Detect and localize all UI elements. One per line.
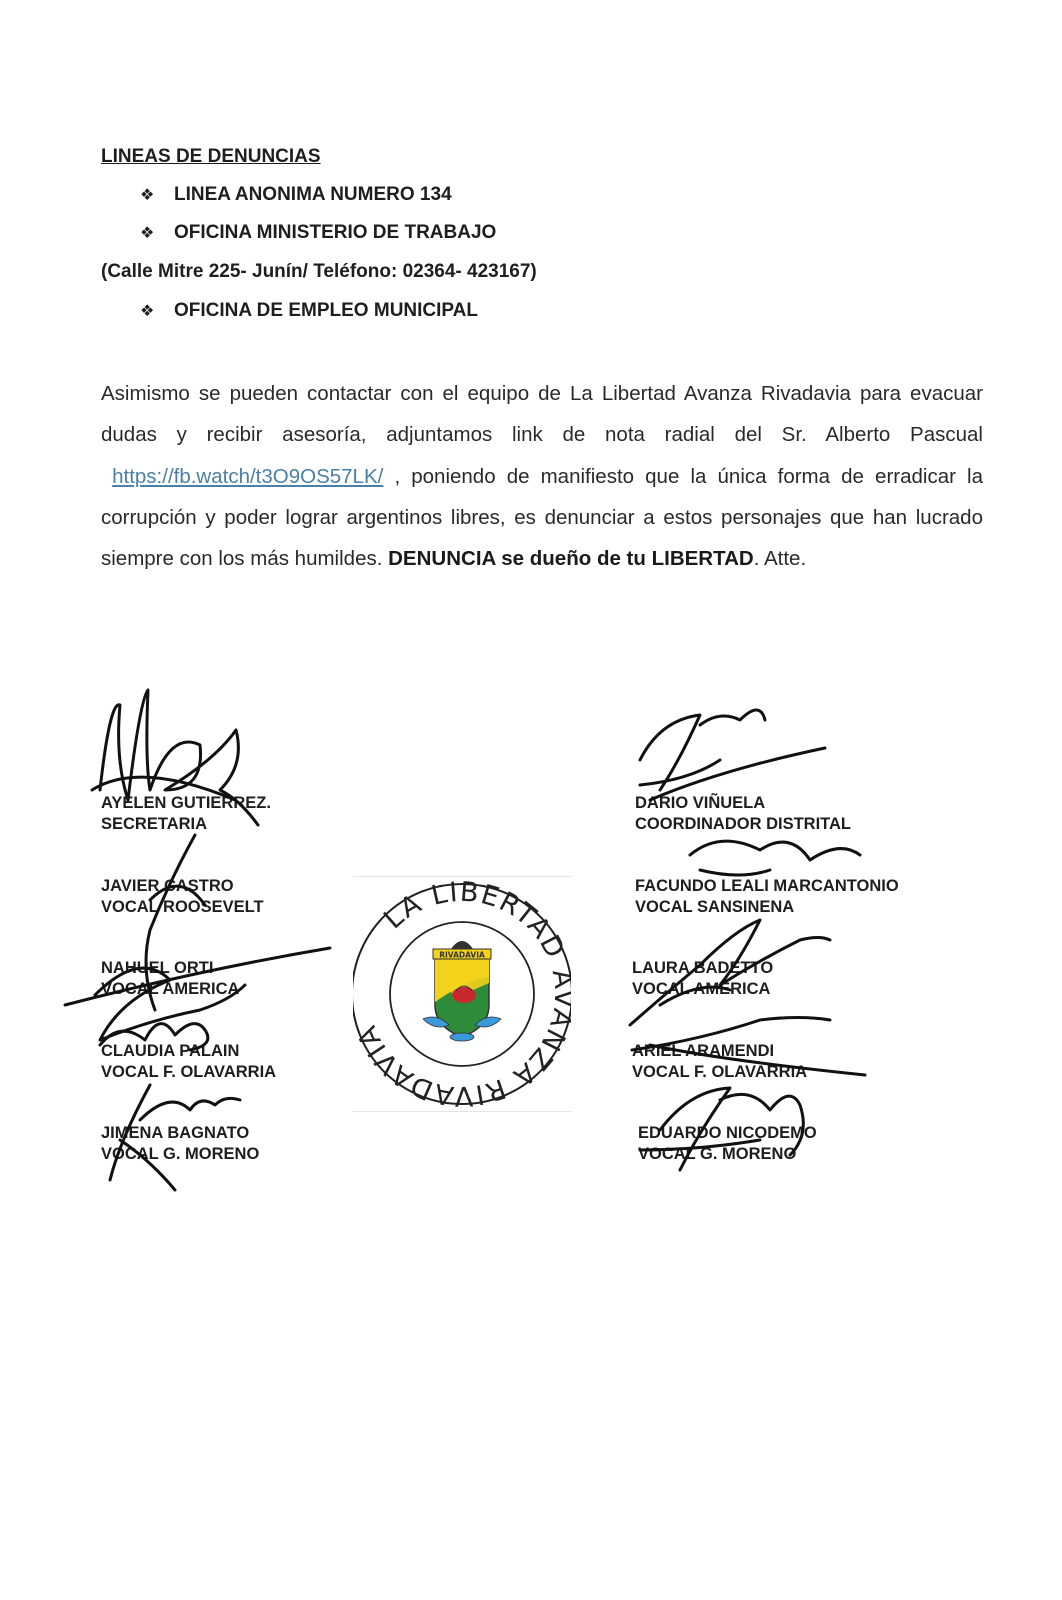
list-item-label: OFICINA MINISTERIO DE TRABAJO	[174, 222, 497, 243]
signatory-block	[638, 1123, 817, 1165]
radio-note-link[interactable]: https://fb.watch/t3O9OS57LK/	[112, 464, 384, 488]
shield-banner: RIVADAVIA	[439, 950, 485, 960]
signatory-role: VOCAL ROOSEVELT	[101, 898, 264, 916]
closing-slogan: DENUNCIA se dueño de tu LIBERTAD	[388, 547, 754, 571]
list-item-label: LINEA ANONIMA NUMERO 134	[174, 184, 452, 205]
signatory-block	[101, 876, 264, 918]
signatory-name: CLAUDIA PALAIN	[101, 1042, 240, 1060]
list-item	[140, 300, 478, 322]
signatory-block	[101, 1123, 259, 1165]
signatory-name: AYELEN GUTIERREZ.	[101, 794, 271, 812]
list-item-label: OFICINA DE EMPLEO MUNICIPAL	[174, 300, 478, 321]
signatory-role: VOCAL AMERICA	[632, 980, 771, 998]
signatory-name: LAURA BADETTO	[632, 959, 774, 977]
signature-facundo	[690, 841, 860, 875]
signatory-role: VOCAL SANSINENA	[635, 898, 795, 916]
list-item	[140, 184, 452, 206]
signatory-name: DARIO VIÑUELA	[635, 794, 766, 812]
signatory-role: VOCAL G. MORENO	[638, 1145, 797, 1163]
list-item	[140, 222, 496, 244]
signatory-name: FACUNDO LEALI MARCANTONIO	[635, 877, 899, 895]
signatory-role: VOCAL AMERICA	[101, 980, 240, 998]
signatory-block	[632, 1041, 807, 1083]
signatory-role: VOCAL F. OLAVARRIA	[101, 1063, 277, 1081]
rivadavia-shield-icon	[423, 941, 501, 1041]
signatory-name: JIMENA BAGNATO	[101, 1124, 250, 1142]
signatory-block	[101, 1041, 276, 1083]
signatory-role: COORDINADOR DISTRITAL	[635, 815, 852, 833]
signatory-name: ARIEL ARAMENDI	[632, 1042, 775, 1060]
signatory-role: SECRETARIA	[101, 815, 208, 833]
signatory-name: EDUARDO NICODEMO	[638, 1124, 817, 1142]
diamond-bullet-icon: ❖	[140, 303, 155, 320]
signatory-block	[101, 958, 239, 1000]
closing-text: . Atte.	[753, 547, 807, 571]
signatory-block	[632, 958, 773, 1000]
signatory-name: JAVIER CASTRO	[101, 877, 234, 895]
paragraph-text: , poniendo de manifiesto que la única forma de erradicar la corrupción y poder lograr argentinos libres, es denunciar a estos personajes que han lucrado siempre con los más humildes.	[101, 464, 983, 571]
party-seal	[353, 876, 571, 1112]
section-title: LINEAS DE DENUNCIAS	[101, 146, 321, 167]
paragraph-text: Asimismo se pueden contactar con el equipo de La Libertad Avanza Rivadavia para evacuar dudas y recibir asesoría, adjuntamos link de nota radial del Sr. Alberto Pascual	[101, 382, 983, 447]
seal-ring-text: LA LIBERTAD NZA RIVADAVIA	[353, 877, 571, 1111]
office-address: (Calle Mitre 225- Junín/ Teléfono: 02364- 423167)	[101, 261, 537, 282]
signatory-block	[635, 793, 851, 835]
diamond-bullet-icon: ❖	[140, 225, 155, 242]
signatory-role: VOCAL F. OLAVARRIA	[632, 1063, 808, 1081]
signature-dario	[640, 710, 825, 800]
signatory-role: VOCAL G. MORENO	[101, 1145, 260, 1163]
diamond-bullet-icon: ❖	[140, 187, 155, 204]
body-paragraph	[101, 373, 983, 579]
seal-logo	[353, 877, 571, 1111]
signatory-name: NAHUEL ORTI	[101, 959, 214, 977]
signatory-block	[635, 876, 899, 918]
signatory-block	[101, 793, 271, 835]
